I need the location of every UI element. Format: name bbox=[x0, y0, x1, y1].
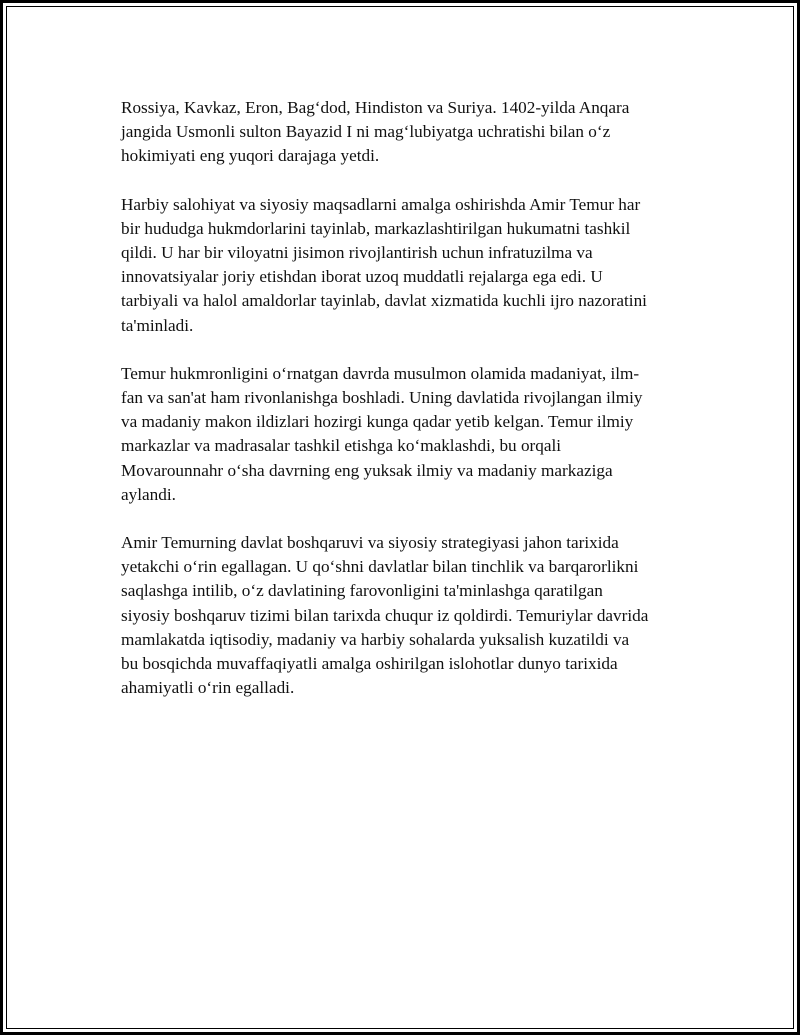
paragraph-2: Harbiy salohiyat va siyosiy maqsadlarni amalga oshirishda Amir Temur har bir hududga hukmdorlarini tayinlab, markazlashtirilgan hukumatni tashkil qildi. U har bir viloyatni jisimon rivojlantirish uchun infratuzilma va innovatsiyalar joriy etishdan iborat uzoq muddatli rejalarga ega edi. U tarbiyali va halol amaldorlar tayinlab, davlat xizmatida kuchli ijro nazoratini ta'minladi. bbox=[121, 194, 647, 335]
paragraph-4: Amir Temurning davlat boshqaruvi va siyosiy strategiyasi jahon tarixida yetakchi o‘rin egallagan. U qo‘shni davlatlar bilan tinchlik va barqarorlikni saqlashga intilib, o‘z davlatining farovonligini ta'minlashga qaratilgan siyosiy boshqaruv tizimi bilan tarixda chuqur iz qoldirdi. Temuriylar davrida mamlakatda iqtisodiy, madaniy va harbiy sohalarda yuksalish kuzatildi va bu bosqichda muvaffaqiyatli amalga oshirilgan islohotlar dunyo tarixida ahamiyatli o‘rin egalladi. bbox=[121, 533, 649, 698]
paragraph-3: Temur hukmronligini o‘rnatgan davrda musulmon olamida madaniyat, ilm- fan va san'at ham rivonlanishga boshladi. Uning davlatida rivojlangan ilmiy va madaniy makon ildizlari hozirgi kunga qadar yetib kelgan. Temur ilmiy markazlar va madrasalar tashkil etishga ko‘maklashdi, bu orqali Movarounnahr o‘sha davrning eng yuksak ilmiy va madaniy markaziga aylandi. bbox=[121, 363, 643, 504]
document-body bbox=[121, 96, 669, 724]
paragraph-1: Rossiya, Kavkaz, Eron, Bag‘dod, Hindiston va Suriya. 1402-yilda Anqara jangida Usmonli sulton Bayazid I ni mag‘lubiyatga uchratishi bilan o‘z hokimiyati eng yuqori darajaga yetdi. bbox=[121, 98, 630, 166]
